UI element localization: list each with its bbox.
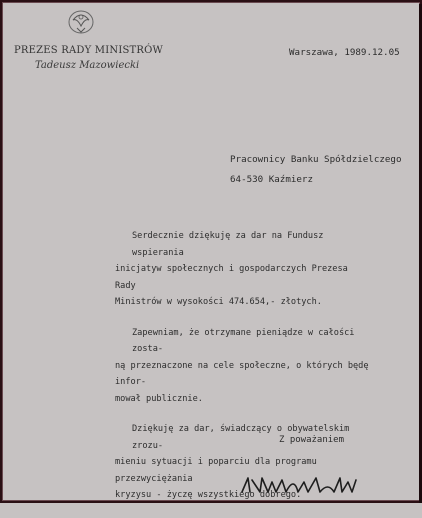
recipient-line: Pracownicy Banku Spółdzielczego	[230, 154, 402, 165]
text-line: mieniu sytuacji i poparciu dla programu przezwyciężania	[115, 457, 317, 484]
letter-date: Warszawa, 1989.12.05	[289, 47, 400, 58]
paragraph-2	[115, 325, 373, 408]
closing-text: Z poważaniem	[279, 435, 345, 445]
text-line: ną przeznaczone na cele społeczne, o których będę infor-	[115, 360, 369, 387]
text-line: inicjatyw społecznych i gospodarczych Prezesa Rady	[115, 264, 348, 291]
eagle-emblem-icon	[65, 8, 97, 36]
text-line: Dziękuję za dar, świadczący o obywatelskim zrozu-	[132, 424, 350, 451]
text-line: Ministrów w wysokości 474.654,- złotych.	[115, 297, 322, 307]
text-line: mował publicznie.	[115, 393, 203, 404]
recipient-block	[230, 150, 401, 190]
text-line: Serdecznie dziękuję za dar na Fundusz wspierania	[132, 231, 324, 258]
text-line: kryzysu - życzę wszystkiego dobrego.	[115, 490, 302, 500]
recipient-address: 64-530 Kaźmierz	[230, 174, 313, 185]
letterhead-name: Tadeusz Mazowiecki	[35, 60, 140, 71]
signature-icon	[238, 472, 363, 498]
letterhead-title: PREZES RADY MINISTRÓW	[14, 45, 163, 56]
paragraph-1	[115, 228, 373, 311]
text-line: Zapewniam, że otrzymane pieniądze w całości zosta-	[132, 327, 355, 354]
